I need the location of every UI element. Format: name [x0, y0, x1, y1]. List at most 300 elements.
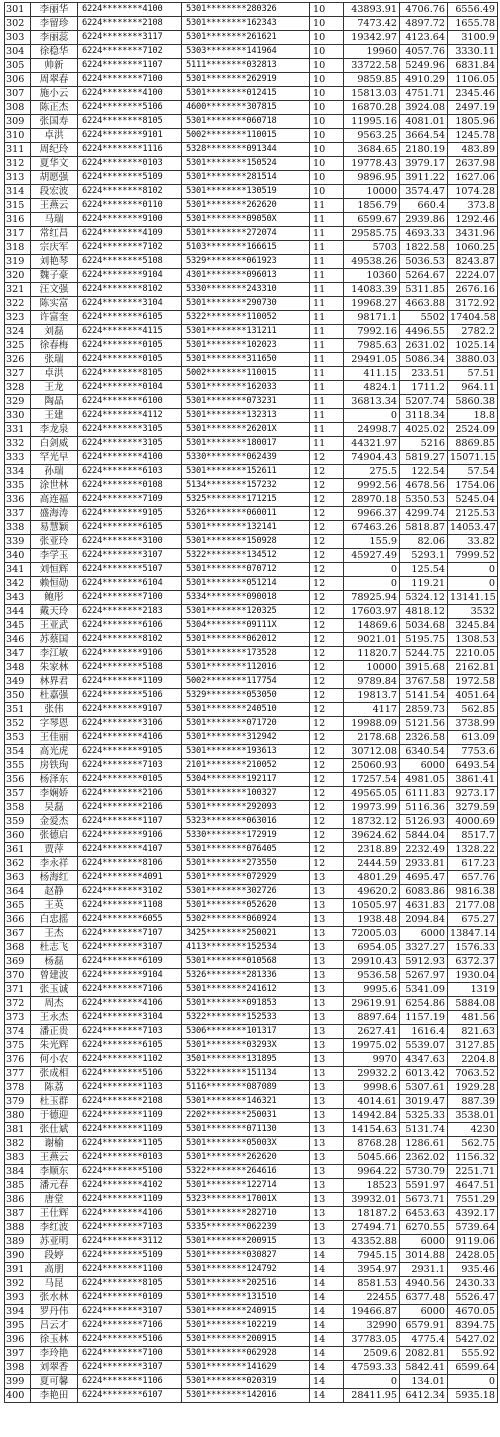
amount-value: 19466.87 — [344, 1305, 400, 1319]
table-row — [5, 1291, 498, 1305]
count-value: 13 — [310, 1011, 344, 1025]
count-value: 12 — [310, 549, 344, 563]
id-number: 5328********091344 — [182, 143, 310, 157]
table-row — [5, 1263, 498, 1277]
bank-card-number: 6224********0108 — [78, 479, 182, 493]
amount-value: 44321.97 — [344, 437, 400, 451]
table-row — [5, 969, 498, 983]
average-value: 5325.33 — [400, 1109, 448, 1123]
average-value: 5591.97 — [400, 1179, 448, 1193]
person-name: 马瑞 — [31, 213, 78, 227]
subsidy-value: 3279.59 — [448, 801, 498, 815]
bank-card-number: 6224********9104 — [78, 969, 182, 983]
id-number: 5325********171215 — [182, 493, 310, 507]
table-row — [5, 1109, 498, 1123]
row-number: 398 — [5, 1361, 31, 1375]
person-name: 张亚玲 — [31, 535, 78, 549]
subsidy-value: 3100.9 — [448, 31, 498, 45]
person-name: 赖恒勋 — [31, 577, 78, 591]
table-row — [5, 1333, 498, 1347]
table-row — [5, 465, 498, 479]
id-number: 5301********262620 — [182, 1151, 310, 1165]
person-name: 字琴恩 — [31, 717, 78, 731]
subsidy-value: 7753.6 — [448, 745, 498, 759]
average-value: 3911.22 — [400, 171, 448, 185]
bank-card-number: 6224********3107 — [78, 1305, 182, 1319]
id-number: 5103********166615 — [182, 241, 310, 255]
count-value: 13 — [310, 1235, 344, 1249]
row-number: 391 — [5, 1263, 31, 1277]
count-value: 14 — [310, 1263, 344, 1277]
average-value: 3019.47 — [400, 1095, 448, 1109]
person-name: 高朋 — [31, 1263, 78, 1277]
id-number: 5304********09111X — [182, 619, 310, 633]
subsidy-value: 7999.52 — [448, 549, 498, 563]
subsidy-value: 964.11 — [448, 381, 498, 395]
subsidy-value: 7551.29 — [448, 1193, 498, 1207]
id-number: 5301********102219 — [182, 1319, 310, 1333]
bank-card-number: 6224********6107 — [78, 1389, 182, 1403]
bank-card-number: 6224********3102 — [78, 885, 182, 899]
subsidy-value: 2430.33 — [448, 1277, 498, 1291]
amount-value: 72005.03 — [344, 927, 400, 941]
count-value: 12 — [310, 465, 344, 479]
subsidy-value: 13847.14 — [448, 927, 498, 941]
average-value: 2082.81 — [400, 1347, 448, 1361]
row-number: 352 — [5, 717, 31, 731]
row-number: 307 — [5, 87, 31, 101]
table-row — [5, 647, 498, 661]
average-value: 6270.55 — [400, 1221, 448, 1235]
count-value: 10 — [310, 171, 344, 185]
average-value: 5350.53 — [400, 493, 448, 507]
row-number: 346 — [5, 633, 31, 647]
table-row — [5, 983, 498, 997]
person-name: 宗庆军 — [31, 241, 78, 255]
count-value: 12 — [310, 787, 344, 801]
person-name: 刘翠香 — [31, 1361, 78, 1375]
table-row — [5, 283, 498, 297]
person-name: 白剑威 — [31, 437, 78, 451]
bank-card-number: 6224********4091 — [78, 871, 182, 885]
table-row — [5, 171, 498, 185]
count-value: 11 — [310, 409, 344, 423]
row-number: 310 — [5, 129, 31, 143]
subsidy-value: 9273.17 — [448, 787, 498, 801]
id-number: 5323********063016 — [182, 815, 310, 829]
table-row — [5, 591, 498, 605]
bank-card-number: 6224********5106 — [78, 101, 182, 115]
bank-card-number: 6224********3107 — [78, 941, 182, 955]
count-value: 12 — [310, 633, 344, 647]
count-value: 11 — [310, 227, 344, 241]
count-value: 14 — [310, 1319, 344, 1333]
bank-card-number: 6224********7107 — [78, 927, 182, 941]
table-row — [5, 759, 498, 773]
id-number: 5330********172919 — [182, 829, 310, 843]
average-value: 5195.75 — [400, 633, 448, 647]
person-name: 李玲艳 — [31, 1347, 78, 1361]
count-value: 12 — [310, 703, 344, 717]
person-name: 施小云 — [31, 87, 78, 101]
person-name: 杜志飞 — [31, 941, 78, 955]
table-row — [5, 129, 498, 143]
amount-value: 9896.95 — [344, 171, 400, 185]
id-number: 5301********312942 — [182, 731, 310, 745]
count-value: 12 — [310, 815, 344, 829]
id-number: 5322********110052 — [182, 311, 310, 325]
count-value: 10 — [310, 3, 344, 17]
count-value: 10 — [310, 17, 344, 31]
bank-card-number: 6224********2106 — [78, 787, 182, 801]
average-value: 5244.75 — [400, 647, 448, 661]
person-name: 张德启 — [31, 829, 78, 843]
table-row — [5, 1025, 498, 1039]
bank-card-number: 6224********1109 — [78, 1109, 182, 1123]
count-value: 12 — [310, 689, 344, 703]
id-number: 5301********062928 — [182, 1347, 310, 1361]
bank-card-number: 6224********5106 — [78, 1333, 182, 1347]
subsidy-value: 373.8 — [448, 199, 498, 213]
amount-value: 7992.16 — [344, 325, 400, 339]
row-number: 332 — [5, 437, 31, 451]
row-number: 389 — [5, 1235, 31, 1249]
average-value: 6453.63 — [400, 1207, 448, 1221]
count-value: 10 — [310, 59, 344, 73]
row-number: 395 — [5, 1319, 31, 1333]
amount-value: 155.9 — [344, 535, 400, 549]
count-value: 13 — [310, 885, 344, 899]
amount-value: 14154.63 — [344, 1123, 400, 1137]
row-number: 361 — [5, 843, 31, 857]
bank-card-number: 6224********5108 — [78, 255, 182, 269]
row-number: 370 — [5, 969, 31, 983]
id-number: 5301********173528 — [182, 647, 310, 661]
count-value: 12 — [310, 731, 344, 745]
amount-value: 9964.22 — [344, 1165, 400, 1179]
bank-card-number: 6224********5109 — [78, 1249, 182, 1263]
count-value: 13 — [310, 1067, 344, 1081]
bank-card-number: 6224********4106 — [78, 731, 182, 745]
id-number: 3501********131895 — [182, 1053, 310, 1067]
id-number: 5301********141629 — [182, 1361, 310, 1375]
amount-value: 28970.18 — [344, 493, 400, 507]
subsidy-value: 2162.81 — [448, 661, 498, 675]
id-number: 5301********142016 — [182, 1389, 310, 1403]
bank-card-number: 6224********4106 — [78, 1207, 182, 1221]
row-number: 357 — [5, 787, 31, 801]
table-row — [5, 1123, 498, 1137]
amount-value: 5703 — [344, 241, 400, 255]
bank-card-number: 6224********4100 — [78, 451, 182, 465]
table-row — [5, 1375, 498, 1389]
bank-card-number: 6224********4100 — [78, 3, 182, 17]
average-value: 5539.07 — [400, 1039, 448, 1053]
bank-card-number: 6224********2108 — [78, 17, 182, 31]
amount-value: 29910.43 — [344, 955, 400, 969]
bank-card-number: 6224********0105 — [78, 773, 182, 787]
id-number: 5301********26201X — [182, 423, 310, 437]
person-name: 王杰 — [31, 927, 78, 941]
id-number: 5329********053050 — [182, 689, 310, 703]
row-number: 387 — [5, 1207, 31, 1221]
bank-card-number: 6224********3100 — [78, 535, 182, 549]
person-name: 魏子豪 — [31, 269, 78, 283]
row-number: 351 — [5, 703, 31, 717]
person-name: 王燕云 — [31, 199, 78, 213]
average-value: 4663.88 — [400, 297, 448, 311]
table-row — [5, 871, 498, 885]
person-name: 段婷 — [31, 1249, 78, 1263]
table-row — [5, 255, 498, 269]
subsidy-value: 2524.09 — [448, 423, 498, 437]
subsidy-value: 617.23 — [448, 857, 498, 871]
count-value: 12 — [310, 577, 344, 591]
table-row — [5, 1207, 498, 1221]
person-name: 王亚武 — [31, 619, 78, 633]
subsidy-value: 3172.92 — [448, 297, 498, 311]
amount-value: 49565.05 — [344, 787, 400, 801]
amount-value: 9021.01 — [344, 633, 400, 647]
row-number: 345 — [5, 619, 31, 633]
subsidy-value: 5884.08 — [448, 997, 498, 1011]
count-value: 10 — [310, 101, 344, 115]
average-value: 5673.71 — [400, 1193, 448, 1207]
bank-card-number: 6224********0105 — [78, 339, 182, 353]
subsidy-value: 5245.04 — [448, 493, 498, 507]
amount-value: 4014.61 — [344, 1095, 400, 1109]
average-value: 5293.1 — [400, 549, 448, 563]
average-value: 3327.27 — [400, 941, 448, 955]
id-number: 5301********202516 — [182, 1277, 310, 1291]
row-number: 328 — [5, 381, 31, 395]
person-name: 张瑞 — [31, 353, 78, 367]
subsidy-value: 675.27 — [448, 913, 498, 927]
count-value: 12 — [310, 759, 344, 773]
bank-card-number: 6224********2106 — [78, 801, 182, 815]
id-number: 5111********032813 — [182, 59, 310, 73]
table-row — [5, 395, 498, 409]
count-value: 11 — [310, 423, 344, 437]
row-number: 327 — [5, 367, 31, 381]
table-row — [5, 451, 498, 465]
id-number: 5301********071720 — [182, 717, 310, 731]
table-row — [5, 227, 498, 241]
subsidy-value: 1319 — [448, 983, 498, 997]
bank-card-number: 6224********7109 — [78, 493, 182, 507]
subsidy-value: 562.85 — [448, 703, 498, 717]
table-row — [5, 381, 498, 395]
bank-card-number: 6224********3107 — [78, 549, 182, 563]
bank-card-number: 6224********8106 — [78, 857, 182, 871]
person-name: 常红昌 — [31, 227, 78, 241]
count-value: 12 — [310, 451, 344, 465]
count-value: 12 — [310, 563, 344, 577]
person-name: 周杰 — [31, 997, 78, 1011]
id-number: 5301********152611 — [182, 465, 310, 479]
subsidy-value: 2676.16 — [448, 283, 498, 297]
average-value: 5034.68 — [400, 619, 448, 633]
row-number: 394 — [5, 1305, 31, 1319]
id-number: 5301********272074 — [182, 227, 310, 241]
id-number: 5301********05003X — [182, 1137, 310, 1151]
count-value: 11 — [310, 367, 344, 381]
average-value: 660.4 — [400, 199, 448, 213]
subsidy-value: 8869.85 — [448, 437, 498, 451]
subsidy-value: 1156.32 — [448, 1151, 498, 1165]
count-value: 11 — [310, 199, 344, 213]
average-value: 2094.84 — [400, 913, 448, 927]
id-number: 5301********200915 — [182, 1333, 310, 1347]
table-row — [5, 339, 498, 353]
person-name: 李艳田 — [31, 1389, 78, 1403]
subsidy-value: 5526.47 — [448, 1291, 498, 1305]
amount-value: 9966.37 — [344, 507, 400, 521]
id-number: 5329********061923 — [182, 255, 310, 269]
table-row — [5, 787, 498, 801]
average-value: 4025.02 — [400, 423, 448, 437]
amount-value: 9563.25 — [344, 129, 400, 143]
table-row — [5, 1053, 498, 1067]
subsidy-value: 6831.84 — [448, 59, 498, 73]
count-value: 12 — [310, 605, 344, 619]
row-number: 309 — [5, 115, 31, 129]
count-value: 12 — [310, 745, 344, 759]
average-value: 5207.74 — [400, 395, 448, 409]
table-row — [5, 1347, 498, 1361]
subsidy-value: 3538.01 — [448, 1109, 498, 1123]
average-value: 4057.76 — [400, 45, 448, 59]
average-value: 4706.76 — [400, 3, 448, 17]
subsidy-value: 15071.15 — [448, 451, 498, 465]
table-row — [5, 563, 498, 577]
average-value: 5126.93 — [400, 815, 448, 829]
person-name: 盛海涛 — [31, 507, 78, 521]
id-number: 5304********192117 — [182, 773, 310, 787]
average-value: 4299.74 — [400, 507, 448, 521]
subsidy-value: 935.46 — [448, 1263, 498, 1277]
bank-card-number: 6224********4102 — [78, 1179, 182, 1193]
subsidy-value: 3245.84 — [448, 619, 498, 633]
amount-value: 1856.79 — [344, 199, 400, 213]
person-name: 杜玉群 — [31, 1095, 78, 1109]
bank-card-number: 6224********5109 — [78, 171, 182, 185]
id-number: 5301********282710 — [182, 1207, 310, 1221]
row-number: 341 — [5, 563, 31, 577]
amount-value: 47593.33 — [344, 1361, 400, 1375]
person-name: 唐堂 — [31, 1193, 78, 1207]
row-number: 381 — [5, 1123, 31, 1137]
amount-value: 16870.28 — [344, 101, 400, 115]
subsidy-value: 1106.05 — [448, 73, 498, 87]
row-number: 347 — [5, 647, 31, 661]
bank-card-number: 6224********1107 — [78, 59, 182, 73]
bank-card-number: 6224********4100 — [78, 87, 182, 101]
person-name: 徐玉林 — [31, 1333, 78, 1347]
person-name: 许富奎 — [31, 311, 78, 325]
bank-card-number: 6224********6104 — [78, 577, 182, 591]
count-value: 12 — [310, 717, 344, 731]
count-value: 10 — [310, 31, 344, 45]
id-number: 5301********100327 — [182, 787, 310, 801]
amount-value: 10000 — [344, 185, 400, 199]
amount-value: 0 — [344, 577, 400, 591]
id-number: 5301********091853 — [182, 997, 310, 1011]
bank-card-number: 6224********0105 — [78, 353, 182, 367]
amount-value: 8897.64 — [344, 1011, 400, 1025]
count-value: 13 — [310, 1025, 344, 1039]
row-number: 321 — [5, 283, 31, 297]
amount-value: 29491.05 — [344, 353, 400, 367]
id-number: 5301********162343 — [182, 17, 310, 31]
person-name: 李娴娇 — [31, 787, 78, 801]
count-value: 10 — [310, 185, 344, 199]
amount-value: 17257.54 — [344, 773, 400, 787]
row-number: 390 — [5, 1249, 31, 1263]
amount-value: 14942.84 — [344, 1109, 400, 1123]
table-row — [5, 17, 498, 31]
bank-card-number: 6224********8102 — [78, 185, 182, 199]
subsidy-value: 3738.99 — [448, 717, 498, 731]
amount-value: 4824.1 — [344, 381, 400, 395]
person-name: 王龙 — [31, 381, 78, 395]
amount-value: 9995.6 — [344, 983, 400, 997]
row-number: 322 — [5, 297, 31, 311]
count-value: 14 — [310, 1347, 344, 1361]
bank-card-number: 6224********9105 — [78, 745, 182, 759]
average-value: 3924.08 — [400, 101, 448, 115]
average-value: 5249.96 — [400, 59, 448, 73]
id-number: 5301********020319 — [182, 1375, 310, 1389]
row-number: 323 — [5, 311, 31, 325]
person-name: 贾萍 — [31, 843, 78, 857]
table-row — [5, 899, 498, 913]
average-value: 1822.58 — [400, 241, 448, 255]
amount-value: 10360 — [344, 269, 400, 283]
table-row — [5, 1095, 498, 1109]
row-number: 301 — [5, 3, 31, 17]
table-row — [5, 801, 498, 815]
subsidy-value: 481.56 — [448, 1011, 498, 1025]
bank-card-number: 6224********2108 — [78, 1095, 182, 1109]
amount-value: 2509.6 — [344, 1347, 400, 1361]
bank-card-number: 6224********1109 — [78, 1193, 182, 1207]
subsidy-value: 2637.98 — [448, 157, 498, 171]
subsidy-value: 0 — [448, 577, 498, 591]
table-row — [5, 297, 498, 311]
count-value: 12 — [310, 843, 344, 857]
subsidy-value: 2224.07 — [448, 269, 498, 283]
subsidy-value: 6599.64 — [448, 1361, 498, 1375]
id-number: 5002********117754 — [182, 675, 310, 689]
row-number: 326 — [5, 353, 31, 367]
amount-value: 7945.15 — [344, 1249, 400, 1263]
person-name: 张水林 — [31, 1291, 78, 1305]
table-row — [5, 409, 498, 423]
person-name: 赵静 — [31, 885, 78, 899]
person-name: 张成相 — [31, 1067, 78, 1081]
subsidy-value: 4051.64 — [448, 689, 498, 703]
row-number: 383 — [5, 1151, 31, 1165]
amount-value: 9789.84 — [344, 675, 400, 689]
amount-value: 14869.6 — [344, 619, 400, 633]
subsidy-value: 3330.11 — [448, 45, 498, 59]
count-value: 12 — [310, 493, 344, 507]
row-number: 372 — [5, 997, 31, 1011]
average-value: 3915.68 — [400, 661, 448, 675]
count-value: 13 — [310, 899, 344, 913]
row-number: 355 — [5, 759, 31, 773]
